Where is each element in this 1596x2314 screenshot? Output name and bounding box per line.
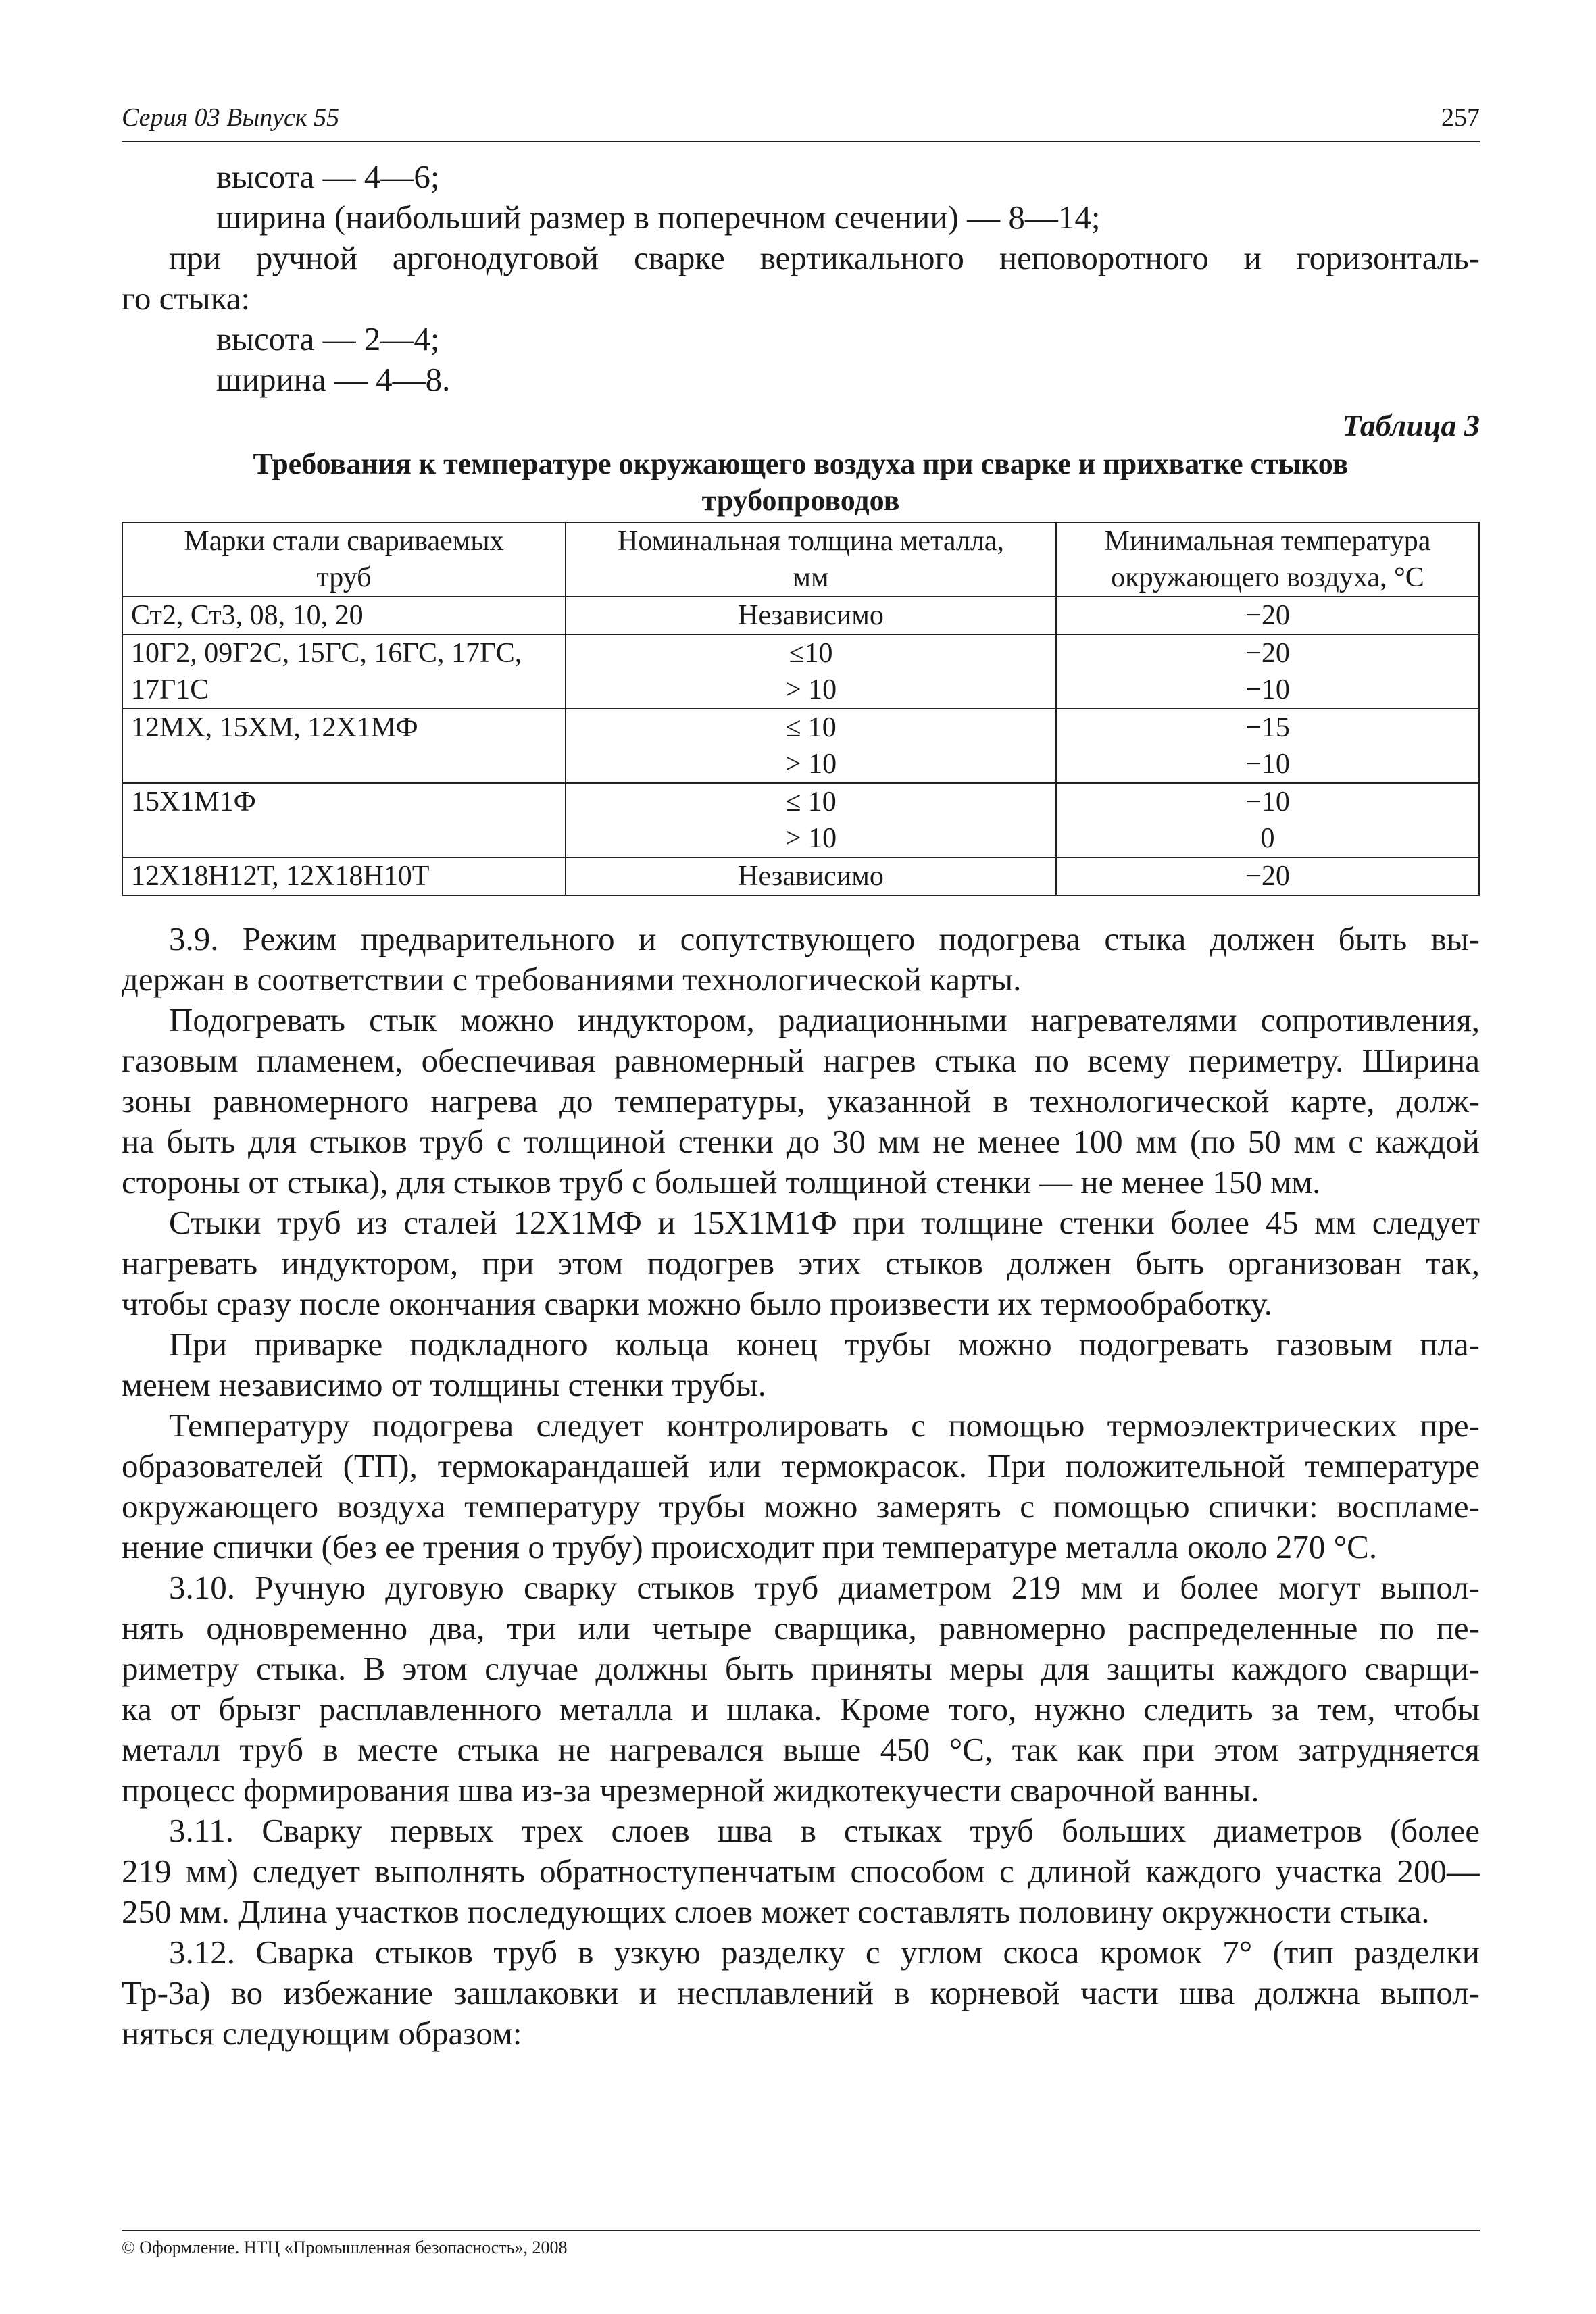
table-row <box>122 857 1479 895</box>
column-header-thickness: Номинальная толщина металла, мм <box>566 522 1056 597</box>
cell-steel: 15Х1М1Ф <box>122 783 566 857</box>
cell-temperature: −15 −10 <box>1056 709 1479 783</box>
cell-temperature: −20 <box>1056 857 1479 895</box>
cell-temperature: −20 −10 <box>1056 634 1479 709</box>
paragraph-backing-ring: При приварке подкладного кольца конец трубы можно подогревать газовым пла- менем независимо от толщины стенки трубы. <box>122 1326 1480 1403</box>
intro-line: го стыка: <box>122 280 251 317</box>
copyright-text: © Оформление. НТЦ «Промышленная безопасность», 2008 <box>122 2238 568 2257</box>
paragraph-induction-heating: Стыки труб из сталей 12Х1МФ и 15Х1М1Ф при толщине стенки более 45 мм следует нагревать индуктором, при этом подогрев этих стыков должен быть организован так, чтобы сразу после окончания сварки можно было произвести их термообработку. <box>122 1204 1480 1322</box>
intro-line: ширина (наибольший размер в поперечном сечении) — 8—14; <box>216 199 1101 236</box>
cell-steel: 12МХ, 15ХМ, 12Х1МФ <box>122 709 566 783</box>
paragraph-preheat-methods: Подогревать стык можно индуктором, радиационными нагревателями сопротивления, газовым пламенем, обеспечивая равномерный нагрев стыка по всему периметру. Ширина зоны равномерного нагрева до температуры, указанной в технологической карте, долж- на быть для стыков труб с толщиной стенки до 30 мм не менее 100 мм (по 50 мм с каждой стороны от стыка), для стыков труб с большей толщиной стенки — не менее 150 мм. <box>122 1001 1480 1201</box>
table-label: Таблица 3 <box>1342 408 1480 443</box>
cell-temperature: −20 <box>1056 597 1479 634</box>
cell-thickness: ≤10 > 10 <box>566 634 1056 709</box>
page-number: 257 <box>1441 103 1480 132</box>
document-page <box>122 0 1480 2314</box>
cell-thickness: Независимо <box>566 857 1056 895</box>
temperature-requirements-table <box>122 522 1480 896</box>
table-title-line: Требования к температуре окружающего воздуха при сварке и прихватке стыков <box>253 447 1349 480</box>
table-title <box>122 446 1480 519</box>
paragraph-3-11: 3.11. Сварку первых трех слоев шва в стыках труб больших диаметров (более 219 мм) следует выполнять обратноступенчатым способом с длиной каждого участка 200— 250 мм. Длина участков последующих слоев может составлять половину окружности стыка. <box>122 1812 1480 1930</box>
table-row <box>122 709 1479 783</box>
cell-thickness: ≤ 10 > 10 <box>566 783 1056 857</box>
series-title: Серия 03 Выпуск 55 <box>122 103 340 132</box>
column-header-temperature: Минимальная температура окружающего воздуха, °C <box>1056 522 1479 597</box>
paragraph-3-12: 3.12. Сварка стыков труб в узкую разделку с углом скоса кромок 7° (тип разделки Тр-3а) во избежание зашлаковки и несплавлений в корневой части шва должна выпол- няться следующим образом: <box>122 1934 1480 2052</box>
cell-steel: Ст2, Ст3, 08, 10, 20 <box>122 597 566 634</box>
intro-line: высота — 4—6; <box>216 158 440 195</box>
paragraph-temperature-control: Температуру подогрева следует контролировать с помощью термоэлектрических пре- образователей (ТП), термокарандашей или термокрасок. При положительной температуре окружающего воздуха температуру трубы можно замерять с помощью спички: воспламе- нение спички (без ее трения о трубу) происходит при температуре металла около 270 °С. <box>122 1407 1480 1565</box>
paragraph-3-10: 3.10. Ручную дуговую сварку стыков труб диаметром 219 мм и более могут выпол- нять одновременно два, три или четыре сварщика, равномерно распределенные по пе- риметру стыка. В этом случае должны быть приняты меры для защиты каждого сварщи- ка от брызг расплавленного металла и шлака. Кроме того, нужно следить за тем, чтобы металл труб в месте стыка не нагревался выше 450 °С, так как при этом затрудняется процесс формирования шва из-за чрезмерной жидкотекучести сварочной ванны. <box>122 1569 1480 1809</box>
intro-line: высота — 2—4; <box>216 320 440 357</box>
paragraph-3-9: 3.9. Режим предварительного и сопутствующего подогрева стыка должен быть вы- держан в соответствии с требованиями технологической карты. <box>122 920 1480 998</box>
page-body <box>122 157 1480 2054</box>
cell-thickness: ≤ 10 > 10 <box>566 709 1056 783</box>
intro-line: при ручной аргонодуговой сварке вертикального неповоротного и горизонталь- <box>169 239 1480 276</box>
table-header-row <box>122 522 1479 597</box>
intro-line: ширина — 4—8. <box>216 361 451 398</box>
table-title-line: трубопроводов <box>701 484 900 517</box>
table-row <box>122 783 1479 857</box>
cell-temperature: −10 0 <box>1056 783 1479 857</box>
table-row <box>122 634 1479 709</box>
cell-thickness: Независимо <box>566 597 1056 634</box>
page-footer <box>122 2230 1480 2258</box>
column-header-steel: Марки стали свариваемых труб <box>122 522 566 597</box>
running-header <box>122 100 1480 142</box>
cell-steel: 12Х18Н12Т, 12Х18Н10Т <box>122 857 566 895</box>
cell-steel: 10Г2, 09Г2С, 15ГС, 16ГС, 17ГС, 17Г1С <box>122 634 566 709</box>
table-row <box>122 597 1479 634</box>
